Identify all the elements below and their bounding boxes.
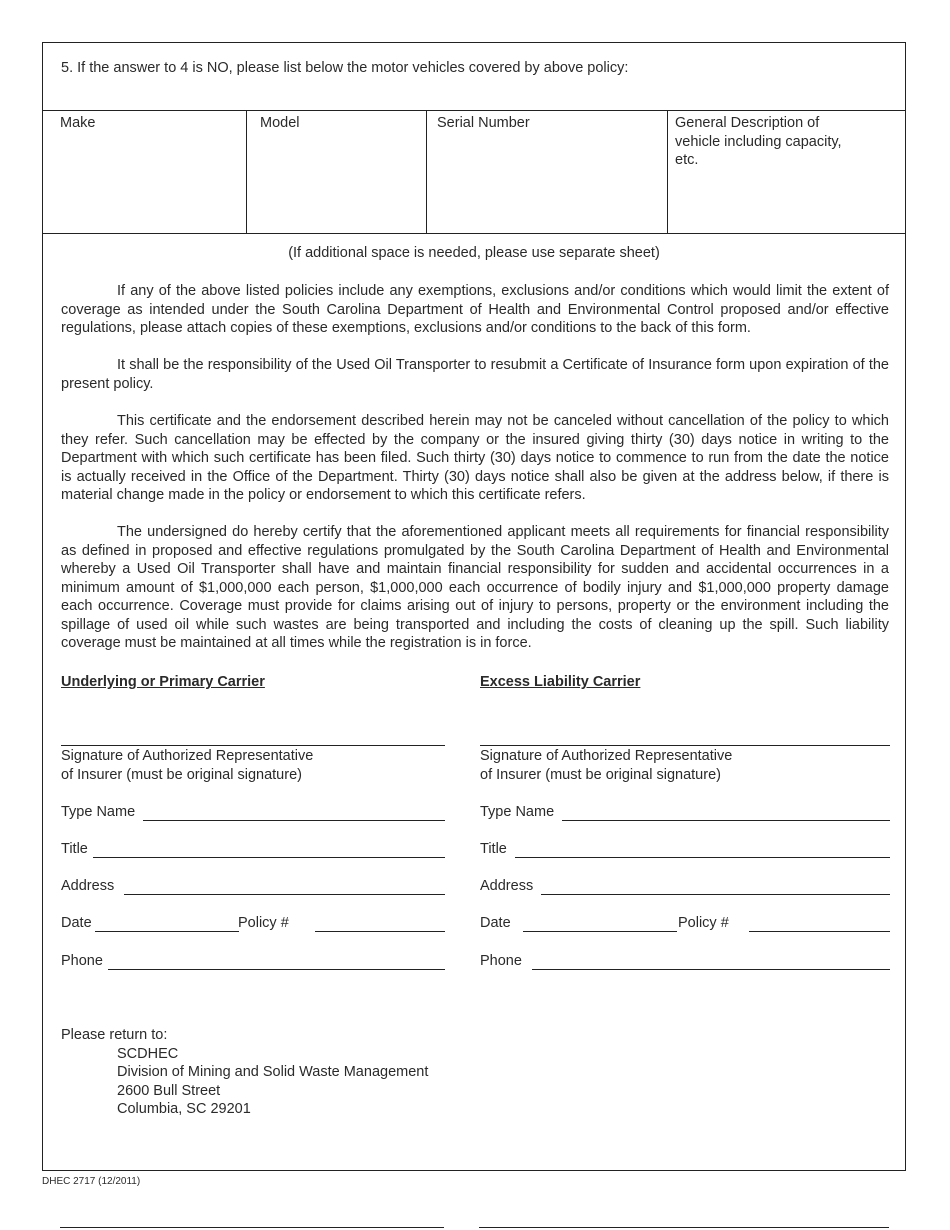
signature-label-line1: Signature of Authorized Representative xyxy=(61,748,314,764)
paragraph-certification: The undersigned do hereby certify that the aforementioned applicant meets all requirements for financial responsibility as defined in proposed and effective regulations promulgated by the South Carolina Department of Health and Environmental whereby a Used Oil Transporter shall have and maintain financial responsibility for sudden and accidental occurrences in a minimum amount of $1,000,000 each person, $1,000,000 each occurrence of bodily injury and $1,000,000 property damage each occurrence. Coverage must provide for claims arising out of injury to persons, property or the environment including the spillage of used oil while such wastes are being transported and including the costs of cleaning up the spill. Such liability coverage must be maintained at all times while the registration is in force. xyxy=(61,524,889,651)
separate-sheet-note: (If additional space is needed, please use separate sheet) xyxy=(288,245,660,261)
primary-title-field[interactable] xyxy=(61,840,445,859)
phone-underline[interactable] xyxy=(532,969,890,970)
date-underline[interactable] xyxy=(95,931,239,932)
type-name-underline[interactable] xyxy=(562,820,890,821)
title-label: Title xyxy=(61,841,88,857)
excess-address-field[interactable] xyxy=(480,877,890,896)
vehicle-header-make: Make xyxy=(60,115,96,131)
type-name-label: Type Name xyxy=(61,804,136,820)
address-label: Address xyxy=(61,878,115,894)
title-underline[interactable] xyxy=(515,857,890,858)
phone-underline[interactable] xyxy=(108,969,445,970)
primary-address-field[interactable] xyxy=(61,877,445,896)
excess-title-field[interactable] xyxy=(480,840,890,859)
title-underline[interactable] xyxy=(93,857,445,858)
table-divider xyxy=(667,111,668,233)
signature-label-line1: Signature of Authorized Representative xyxy=(480,748,733,764)
signature-label-line2: of Insurer (must be original signature) xyxy=(61,766,302,783)
primary-carrier-heading: Underlying or Primary Carrier xyxy=(61,674,265,690)
return-street: 2600 Bull Street xyxy=(117,1082,221,1099)
address-underline[interactable] xyxy=(541,894,890,895)
return-label: Please return to: xyxy=(61,1027,168,1043)
primary-phone-field[interactable] xyxy=(61,952,445,971)
table-divider xyxy=(426,111,427,233)
title-label: Title xyxy=(480,841,507,857)
return-city: Columbia, SC 29201 xyxy=(117,1101,251,1117)
form-frame xyxy=(42,42,906,1171)
question-5: 5. If the answer to 4 is NO, please list below the motor vehicles covered by above policy: xyxy=(61,60,629,76)
return-address xyxy=(61,1026,428,1119)
paragraph-exemptions: If any of the above listed policies include any exemptions, exclusions and/or conditions which would limit the extent of coverage as intended under the South Carolina Department of Health and Environmental Control proposed and/or effective regulations, please attach copies of these exemptions, exclusions and/or conditions to the back of this form. xyxy=(61,283,889,336)
excess-signature-line[interactable] xyxy=(480,745,890,746)
paragraph-cancellation: This certificate and the endorsement described herein may not be canceled without cancellation of the policy to which they refer. Such cancellation may be effected by the company or the insured giving thirty (30) days notice in writing to the Department with which such certificate has been filed. Such thirty (30) days notice to commence to run from the date the notice is actually received in the Office of the Department. Thirty (30) days notice shall also be given at the address below, if there is material change made in the policy or endorsement to which this certificate refers. xyxy=(61,413,889,503)
phone-label: Phone xyxy=(480,953,522,969)
vehicle-header-serial: Serial Number xyxy=(437,115,530,131)
form-number: DHEC 2717 (12/2011) xyxy=(42,1176,141,1187)
date-underline[interactable] xyxy=(523,931,677,932)
excess-type-name-field[interactable] xyxy=(480,803,890,822)
policy-underline[interactable] xyxy=(315,931,445,932)
primary-date-policy-field[interactable] xyxy=(61,914,445,933)
excess-date-policy-field[interactable] xyxy=(480,914,890,933)
policy-underline[interactable] xyxy=(749,931,890,932)
type-name-label: Type Name xyxy=(480,804,555,820)
primary-type-name-field[interactable] xyxy=(61,803,445,822)
bottom-rule-right xyxy=(479,1227,889,1228)
date-label: Date xyxy=(480,915,511,931)
vehicle-header-description: General Description of vehicle including capacity, etc. xyxy=(675,115,842,168)
return-division: Division of Mining and Solid Waste Management xyxy=(117,1064,429,1080)
phone-label: Phone xyxy=(61,953,103,969)
excess-carrier-heading: Excess Liability Carrier xyxy=(480,674,641,690)
policy-label: Policy # xyxy=(238,915,289,931)
table-divider xyxy=(246,111,247,233)
excess-signature-label xyxy=(480,747,732,784)
vehicle-header-model: Model xyxy=(260,115,300,131)
policy-label: Policy # xyxy=(678,915,729,931)
excess-phone-field[interactable] xyxy=(480,952,890,971)
signature-label-line2: of Insurer (must be original signature) xyxy=(480,766,721,783)
address-underline[interactable] xyxy=(124,894,445,895)
vehicle-table xyxy=(42,110,906,234)
type-name-underline[interactable] xyxy=(143,820,445,821)
return-org: SCDHEC xyxy=(117,1045,179,1062)
paragraph-resubmit: It shall be the responsibility of the Used Oil Transporter to resubmit a Certificate of Insurance form upon expiration of the present policy. xyxy=(61,357,889,392)
bottom-rule-left xyxy=(60,1227,444,1228)
date-label: Date xyxy=(61,915,92,931)
primary-signature-line[interactable] xyxy=(61,745,445,746)
address-label: Address xyxy=(480,878,534,894)
primary-signature-label xyxy=(61,747,313,784)
